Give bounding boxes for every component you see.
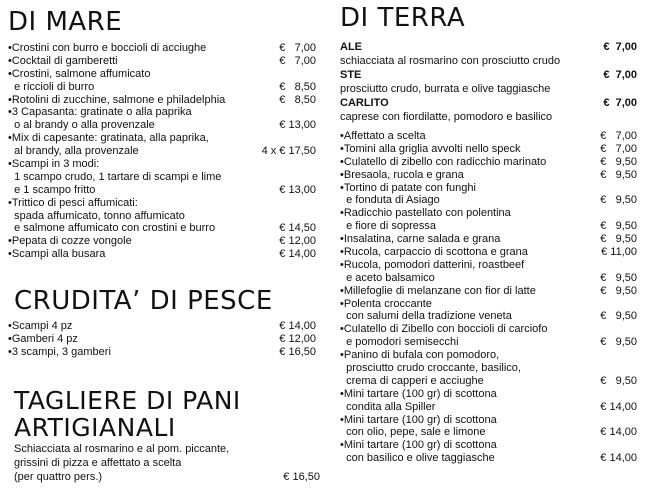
item-text: •Rucola, carpaccio di scottona e grana [340, 246, 528, 259]
taglieri-desc-line2: grissini di pizza e affettato a scelta [14, 457, 182, 469]
item-text: •Rucola, pomodori datterini, roastbeef [340, 258, 525, 271]
menu-item-row [340, 336, 645, 349]
menu-item-row [340, 439, 645, 452]
menu-item-row [340, 401, 645, 414]
menu-item-row [8, 248, 320, 261]
item-text: •Panino di bufala con pomodoro, [340, 349, 500, 362]
menu-item-row [340, 220, 645, 233]
menu-item-row [8, 235, 320, 248]
section-title-taglieri-line2: ARTIGIANALI [14, 413, 176, 442]
taglieri-desc-line1: Schiacciata al rosmarino e al pom. piccante, [14, 443, 230, 455]
special-price: € 7,00 [603, 41, 637, 53]
item-price: € 7,00 [600, 142, 637, 155]
item-text: •Polenta croccante [340, 297, 432, 310]
item-price: € 14,00 [600, 452, 637, 465]
item-price: 4 x € 17,50 [261, 145, 316, 158]
menu-item-row [8, 42, 320, 55]
menu-item-row [340, 169, 645, 182]
menu-item-row [8, 55, 320, 68]
item-text: •Culatello di zibello con radicchio marinato [340, 155, 547, 168]
item-text: •Mini tartare (100 gr) di scottona [340, 413, 497, 426]
item-price: € 13,00 [279, 119, 316, 132]
item-text: e aceto balsamico [340, 271, 435, 284]
di-terra-list [340, 130, 645, 465]
special-price: € 7,00 [603, 97, 637, 109]
item-price: € 9,50 [600, 168, 637, 181]
item-text: spada affumicato, tonno affumicato [8, 209, 185, 222]
item-text: •Tortino di patate con funghi [340, 181, 476, 194]
special-name: CARLITO [340, 97, 389, 109]
menu-item-row [340, 285, 645, 298]
item-text: •Culatello di Zibello con boccioli di carciofo [340, 323, 548, 336]
item-text: •Scampi in 3 modi: [8, 158, 100, 171]
item-text: crema di capperi e acciughe [340, 374, 484, 387]
menu-item-row [340, 426, 645, 439]
taglieri-desc-line3: (per quattro pers.) [14, 471, 103, 483]
menu-item-row [340, 182, 645, 195]
menu-item-row [340, 362, 645, 375]
special-name: STE [340, 69, 362, 81]
item-price: € 7,00 [279, 42, 316, 54]
item-text: •Crostini, salmone affumicato [8, 67, 151, 80]
item-text: •Scampi 4 pz [8, 320, 73, 332]
item-text: •Radicchio pastellato con polentina [340, 207, 511, 220]
menu-item-row [340, 259, 645, 272]
menu-item-row [8, 320, 320, 333]
item-text: •Scampi alla busara [8, 248, 106, 261]
item-text: •Gamberi 4 pz [8, 332, 78, 345]
item-text: •Mini tartare (100 gr) di scottona [340, 387, 497, 400]
special-item [340, 96, 645, 124]
item-price: € 9,50 [600, 271, 637, 284]
menu-item-row [340, 246, 645, 259]
special-desc: caprese con fiordilatte, pomodoro e basilico [340, 111, 553, 123]
item-text: prosciutto crudo croccante, basilico, [340, 362, 521, 375]
menu-item-row [340, 207, 645, 220]
special-name: ALE [340, 41, 362, 53]
item-price: € 14,00 [279, 248, 316, 261]
item-text: e pomodori semisecchi [340, 336, 459, 349]
item-text: e fonduta di Asiago [340, 194, 440, 207]
menu-item-row [8, 145, 320, 158]
menu-item-row [340, 452, 645, 465]
menu-item-row [340, 156, 645, 169]
item-price: € 12,00 [279, 235, 316, 248]
menu-item-row [340, 194, 645, 207]
item-price: € 14,00 [600, 400, 637, 413]
section-title-di-mare: DI MARE [8, 7, 123, 37]
item-text: •Tomini alla griglia avvolti nello speck [340, 142, 521, 155]
item-text: al brandy, alla provenzale [8, 145, 139, 158]
item-price: € 9,50 [600, 284, 637, 297]
item-price: € 9,50 [600, 310, 637, 323]
item-text: •Mini tartare (100 gr) di scottona [340, 439, 497, 452]
item-text: •Trittico di pesci affumicati: [8, 196, 138, 209]
menu-item-row [340, 323, 645, 336]
item-text: •Affettato a scelta [340, 130, 426, 142]
item-text: 1 scampo crudo, 1 tartare di scampi e lime [8, 170, 222, 183]
item-text: •Rotolini di zucchine, salmone e philadelphia [8, 93, 226, 106]
menu-item-row [8, 68, 320, 81]
item-text: •Insalatina, carne salada e grana [340, 233, 501, 246]
item-price: € 7,00 [279, 54, 316, 67]
item-text: •3 Capasanta: gratinate o alla paprika [8, 106, 192, 119]
item-text: •Millefoglie di melanzane con fior di latte [340, 284, 536, 297]
item-text: •3 scampi, 3 gamberi [8, 345, 111, 358]
menu-item-row [8, 333, 320, 346]
item-text: con basilico e olive taggiasche [340, 452, 495, 465]
item-text: o al brandy o alla provenzale [8, 119, 155, 132]
menu-item-row [8, 222, 320, 235]
specials-list [340, 40, 645, 124]
item-price: € 9,50 [600, 374, 637, 387]
item-price: € 8,50 [279, 93, 316, 106]
special-item [340, 40, 645, 68]
special-desc: prosciutto crudo, burrata e olive taggiasche [340, 83, 551, 95]
menu-item-row [8, 210, 320, 223]
item-text: con olio, pepe, sale e limone [340, 426, 486, 439]
menu-item-row [8, 158, 320, 171]
item-price: € 14,00 [600, 426, 637, 439]
menu-item-row [340, 349, 645, 362]
item-text: condita alla Spiller [340, 400, 436, 413]
menu-item-row [8, 81, 320, 94]
menu-item-row [8, 94, 320, 107]
item-price: € 11,00 [601, 246, 637, 259]
menu-item-row [340, 298, 645, 311]
item-price: € 14,50 [279, 222, 316, 235]
item-price: € 14,00 [279, 320, 316, 332]
item-price: € 16,50 [279, 345, 316, 358]
item-text: •Cocktail di gamberetti [8, 54, 118, 67]
menu-item-row [8, 346, 320, 359]
section-title-crudita: CRUDITA’ DI PESCE [14, 286, 273, 316]
item-text: •Mix di capesante: gratinata, alla paprika, [8, 132, 209, 145]
special-desc: schiacciata al rosmarino con prosciutto crudo [340, 55, 561, 67]
section-title-di-terra: DI TERRA [340, 3, 466, 33]
item-price: € 9,50 [600, 336, 637, 349]
item-text: e riccioli di burro [8, 80, 95, 93]
menu-item-row [340, 130, 645, 143]
item-price: € 12,00 [279, 332, 316, 345]
crudita-list [8, 320, 320, 359]
item-price: € 9,50 [600, 155, 637, 168]
menu-item-row [340, 375, 645, 388]
item-text: con salumi della tradizione veneta [340, 310, 512, 323]
taglieri-price: € 16,50 [283, 471, 320, 483]
item-text: e fiore di sopressa [340, 220, 436, 233]
section-title-taglieri-line1: TAGLIERE DI PANI [14, 386, 241, 415]
menu-item-row [340, 414, 645, 427]
menu-item-row [8, 119, 320, 132]
item-text: e salmone affumicato con crostini e burro [8, 222, 216, 235]
menu-item-row [340, 143, 645, 156]
menu-item-row [340, 310, 645, 323]
item-price: € 9,50 [600, 194, 637, 207]
item-price: € 8,50 [279, 80, 316, 93]
taglieri-description [14, 442, 320, 484]
menu-item-row [340, 233, 645, 246]
item-text: •Bresaola, rucola e grana [340, 168, 464, 181]
item-text: •Pepata di cozze vongole [8, 235, 132, 248]
menu-item-row [8, 197, 320, 210]
di-mare-list [8, 42, 320, 261]
special-item [340, 68, 645, 96]
item-price: € 9,50 [600, 233, 637, 246]
menu-item-row [8, 132, 320, 145]
special-price: € 7,00 [603, 69, 637, 81]
menu-item-row [8, 184, 320, 197]
menu-item-row [8, 106, 320, 119]
menu-item-row [8, 171, 320, 184]
item-price: € 9,50 [600, 220, 637, 233]
item-price: € 7,00 [600, 130, 637, 142]
item-price: € 13,00 [279, 183, 316, 196]
menu-item-row [340, 388, 645, 401]
item-text: e 1 scampo fritto [8, 183, 96, 196]
item-text: •Crostini con burro e boccioli di acciughe [8, 42, 207, 54]
menu-item-row [340, 272, 645, 285]
